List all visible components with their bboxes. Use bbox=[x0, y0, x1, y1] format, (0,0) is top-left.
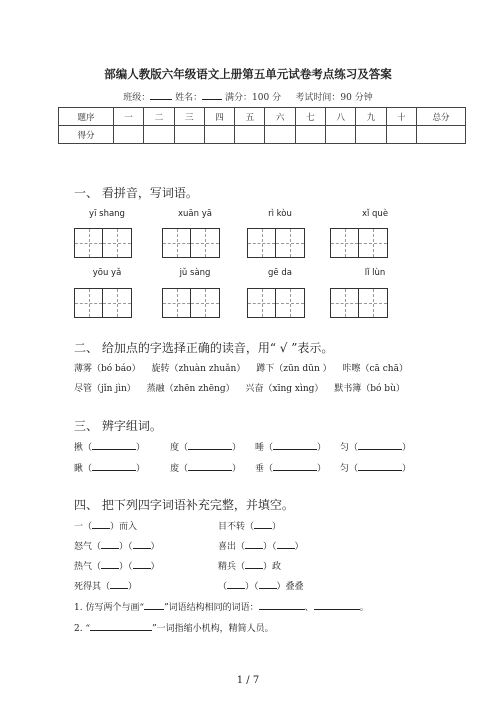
pinyin-label: yōu yǎ bbox=[92, 268, 122, 278]
answer-blank[interactable] bbox=[133, 539, 151, 549]
pron-item[interactable]: 尽管（jǐn jìn） bbox=[74, 384, 136, 394]
char-item: 垂（ ） bbox=[255, 461, 326, 474]
header-cell: 五 bbox=[235, 108, 265, 126]
idiom-item: 一（ ）而入 bbox=[74, 519, 137, 532]
writing-grid[interactable] bbox=[330, 228, 388, 258]
writing-grid[interactable] bbox=[330, 288, 388, 318]
question-1: 1. 仿写两个与画“ ”词语结构相同的词语： 、 。 bbox=[74, 600, 369, 613]
score-cell[interactable] bbox=[114, 126, 144, 144]
answer-blank[interactable] bbox=[227, 579, 245, 589]
pinyin-label: xuān yā bbox=[178, 209, 212, 219]
pron-item[interactable]: 咔嚓（cā chā） bbox=[342, 364, 408, 374]
answer-blank[interactable] bbox=[273, 461, 317, 471]
writing-grid[interactable] bbox=[162, 288, 220, 318]
idiom-item: 目不转（ ） bbox=[218, 519, 281, 532]
score-cell[interactable] bbox=[204, 126, 234, 144]
pinyin-label: jǔ sàng bbox=[179, 268, 211, 278]
char-item: 匀（ ） bbox=[340, 461, 411, 474]
answer-blank[interactable] bbox=[110, 579, 128, 589]
answer-blank[interactable] bbox=[358, 440, 402, 450]
idiom-item: 怒气（ ）（ ） bbox=[74, 539, 160, 552]
answer-blank[interactable] bbox=[144, 600, 164, 610]
pron-item[interactable]: 蒸融（zhēn zhēng） bbox=[146, 384, 235, 394]
pronunciation-row bbox=[74, 361, 416, 374]
writing-grid[interactable] bbox=[74, 288, 132, 318]
char-item: 唾（ ） bbox=[255, 440, 326, 453]
answer-blank[interactable] bbox=[259, 579, 277, 589]
answer-blank[interactable] bbox=[259, 600, 305, 610]
pinyin-label: lǐ lùn bbox=[364, 268, 386, 278]
char-item: 瞅（ ） bbox=[74, 461, 145, 474]
pinyin-label: gē da bbox=[268, 268, 292, 278]
char-item: 度（ ） bbox=[170, 440, 241, 453]
score-row bbox=[59, 126, 466, 144]
answer-blank[interactable] bbox=[245, 539, 263, 549]
score-cell[interactable] bbox=[174, 126, 204, 144]
answer-blank[interactable] bbox=[254, 519, 272, 529]
header-cell: 三 bbox=[174, 108, 204, 126]
score-cell[interactable] bbox=[265, 126, 295, 144]
score-cell[interactable] bbox=[326, 126, 356, 144]
header-cell: 总分 bbox=[417, 108, 466, 126]
answer-blank[interactable] bbox=[92, 461, 136, 471]
section-3-heading: 三、 辨字组词。 bbox=[74, 419, 162, 433]
pinyin-label: rì kòu bbox=[268, 209, 292, 219]
writing-grid[interactable] bbox=[162, 228, 220, 258]
answer-blank[interactable] bbox=[358, 461, 402, 471]
answer-blank[interactable] bbox=[133, 559, 151, 569]
score-cell[interactable] bbox=[356, 126, 386, 144]
header-cell: 九 bbox=[356, 108, 386, 126]
header-cell: 题序 bbox=[59, 108, 114, 126]
answer-blank[interactable] bbox=[314, 600, 360, 610]
answer-blank[interactable] bbox=[188, 440, 232, 450]
header-cell: 四 bbox=[204, 108, 234, 126]
answer-blank[interactable] bbox=[101, 559, 119, 569]
writing-grid[interactable] bbox=[74, 228, 132, 258]
section-4-heading: 四、 把下列四字词语补充完整，并填空。 bbox=[74, 498, 294, 512]
score-table bbox=[58, 107, 466, 144]
page-title: 部编人教版六年级语文上册第五单元试卷考点练习及答案 bbox=[104, 67, 392, 81]
pinyin-label: yī shang bbox=[89, 209, 125, 219]
score-cell[interactable] bbox=[417, 126, 466, 144]
writing-grid[interactable] bbox=[247, 288, 305, 318]
pron-item[interactable]: 薄雾（bó báo） bbox=[74, 364, 141, 374]
score-cell[interactable] bbox=[386, 126, 416, 144]
header-cell: 七 bbox=[295, 108, 325, 126]
score-cell[interactable] bbox=[295, 126, 325, 144]
writing-grid[interactable] bbox=[247, 228, 305, 258]
pron-item[interactable]: 默书簿（bó bù） bbox=[334, 384, 405, 394]
idiom-item: 热气（ ）（ ） bbox=[74, 559, 160, 572]
time-label: 考试时间：90 分钟 bbox=[295, 93, 373, 103]
question-2: 2. “ ”一词指缩小机构，精简人员。 bbox=[74, 621, 274, 634]
pron-item[interactable]: 旋转（zhuàn zhuǎn） bbox=[151, 364, 246, 374]
section-2-heading: 二、 给加点的字选择正确的读音，用“ √ ”表示。 bbox=[74, 341, 334, 355]
pinyin-label: xǐ què bbox=[361, 209, 389, 219]
page-number: 1 / 7 bbox=[236, 675, 260, 686]
pron-item[interactable]: 蹲下（zūn dūn ） bbox=[256, 364, 332, 374]
exam-info bbox=[0, 90, 496, 103]
answer-blank[interactable] bbox=[92, 440, 136, 450]
idiom-item: 精兵（ ）政 bbox=[218, 559, 281, 572]
answer-blank[interactable] bbox=[245, 559, 263, 569]
header-cell: 一 bbox=[114, 108, 144, 126]
header-cell: 二 bbox=[144, 108, 174, 126]
score-cell[interactable] bbox=[144, 126, 174, 144]
header-cell: 六 bbox=[265, 108, 295, 126]
answer-blank[interactable] bbox=[273, 440, 317, 450]
answer-blank[interactable] bbox=[101, 539, 119, 549]
header-cell: 十 bbox=[386, 108, 416, 126]
name-blank[interactable] bbox=[202, 90, 222, 100]
pron-item[interactable]: 兴奋（xīng xìng） bbox=[245, 384, 324, 394]
score-cell[interactable] bbox=[235, 126, 265, 144]
answer-blank[interactable] bbox=[90, 621, 152, 631]
score-label: 满分：100 分 bbox=[225, 93, 282, 103]
section-1-heading: 一、 看拼音，写词语。 bbox=[74, 186, 198, 200]
name-label: 姓名： bbox=[175, 93, 203, 103]
answer-blank[interactable] bbox=[92, 519, 110, 529]
header-cell: 八 bbox=[326, 108, 356, 126]
class-label: 班级： bbox=[123, 93, 151, 103]
char-item: 揪（ ） bbox=[74, 440, 145, 453]
char-item: 废（ ） bbox=[170, 461, 241, 474]
char-item: 匀（ ） bbox=[340, 440, 411, 453]
pronunciation-row bbox=[74, 381, 413, 394]
idiom-item: 喜出（ ）（ ） bbox=[218, 539, 304, 552]
answer-blank[interactable] bbox=[277, 539, 295, 549]
idiom-item: 死得其（ ） bbox=[74, 579, 137, 592]
score-header-row bbox=[59, 108, 466, 126]
answer-blank[interactable] bbox=[188, 461, 232, 471]
class-blank[interactable] bbox=[150, 90, 172, 100]
score-label-cell: 得分 bbox=[59, 126, 114, 144]
idiom-item: （ ）（ ）叠叠 bbox=[218, 579, 304, 592]
